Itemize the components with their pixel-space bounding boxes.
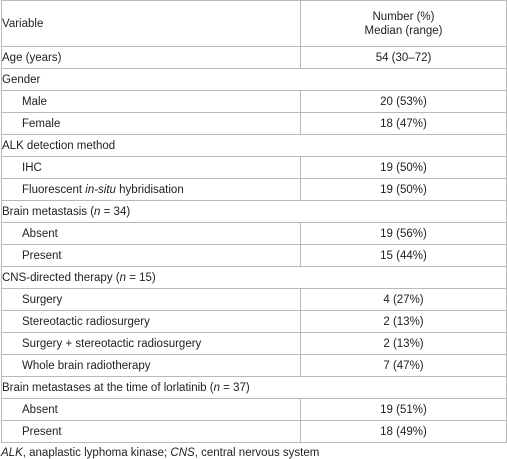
header-value-line2: Median (range) xyxy=(364,24,443,37)
table-row xyxy=(2,311,507,333)
row-value: 18 (49%) xyxy=(301,421,507,443)
table-row-section xyxy=(2,267,507,289)
section-label-post: = 34) xyxy=(100,205,131,218)
table-row xyxy=(2,333,507,355)
table-row xyxy=(2,91,507,113)
header-value-line1: Number (%) xyxy=(372,10,435,23)
table-row xyxy=(2,47,507,69)
row-label: Absent xyxy=(2,399,301,421)
row-label-pre: Fluorescent xyxy=(22,183,86,196)
section-label xyxy=(2,377,507,399)
patient-characteristics-table xyxy=(1,0,507,443)
table-row xyxy=(2,289,507,311)
row-value: 20 (53%) xyxy=(301,91,507,113)
header-value xyxy=(301,1,507,47)
row-value: 19 (50%) xyxy=(301,179,507,201)
section-label-pre: Brain metastasis ( xyxy=(2,205,95,218)
table-row xyxy=(2,157,507,179)
row-label: Absent xyxy=(2,223,301,245)
footnote-alk-def: , anaplastic lyphoma kinase; xyxy=(22,447,171,459)
table-row xyxy=(2,245,507,267)
table-container xyxy=(1,0,506,459)
footnote-cns-abbr: CNS xyxy=(170,447,195,459)
table-row xyxy=(2,113,507,135)
section-label-em: n xyxy=(94,205,101,218)
row-value: 2 (13%) xyxy=(301,333,507,355)
row-label-em: in-situ xyxy=(85,183,116,196)
section-label xyxy=(2,267,507,289)
row-value: 4 (27%) xyxy=(301,289,507,311)
section-label-pre: Brain metastases at the time of lorlatinib ( xyxy=(2,381,214,394)
row-label-post: hybridisation xyxy=(115,183,184,196)
section-label-post: = 37) xyxy=(219,381,250,394)
row-label: Male xyxy=(2,91,301,113)
row-value: 19 (56%) xyxy=(301,223,507,245)
footnote-alk-abbr: ALK xyxy=(1,447,23,459)
row-value: 7 (47%) xyxy=(301,355,507,377)
section-label-pre: CNS-directed therapy ( xyxy=(2,271,120,284)
table-row-section xyxy=(2,135,507,157)
section-label xyxy=(2,201,507,223)
table-footnote xyxy=(1,447,506,459)
row-label xyxy=(2,179,301,201)
section-label: ALK detection method xyxy=(2,135,507,157)
section-label-em: n xyxy=(213,381,220,394)
header-variable: Variable xyxy=(2,1,301,47)
table-header-row xyxy=(2,1,507,47)
table-row xyxy=(2,421,507,443)
row-value: 15 (44%) xyxy=(301,245,507,267)
table-row xyxy=(2,399,507,421)
row-label: Age (years) xyxy=(2,47,301,69)
row-label: IHC xyxy=(2,157,301,179)
table-row-section xyxy=(2,377,507,399)
table-row-section xyxy=(2,201,507,223)
row-value: 18 (47%) xyxy=(301,113,507,135)
section-label: Gender xyxy=(2,69,507,91)
row-label: Whole brain radiotherapy xyxy=(2,355,301,377)
row-label: Surgery xyxy=(2,289,301,311)
row-label: Female xyxy=(2,113,301,135)
row-label: Surgery + stereotactic radiosurgery xyxy=(2,333,301,355)
row-value: 19 (50%) xyxy=(301,157,507,179)
table-row xyxy=(2,223,507,245)
row-value: 19 (51%) xyxy=(301,399,507,421)
section-label-em: n xyxy=(119,271,127,284)
footnote-cns-def: , central nervous system xyxy=(194,447,320,459)
table-row xyxy=(2,355,507,377)
section-label-post: = 15) xyxy=(126,271,156,284)
row-label: Present xyxy=(2,245,301,267)
row-label: Stereotactic radiosurgery xyxy=(2,311,301,333)
row-value: 54 (30–72) xyxy=(301,47,507,69)
row-label: Present xyxy=(2,421,301,443)
table-row xyxy=(2,179,507,201)
row-value: 2 (13%) xyxy=(301,311,507,333)
table-row-section xyxy=(2,69,507,91)
